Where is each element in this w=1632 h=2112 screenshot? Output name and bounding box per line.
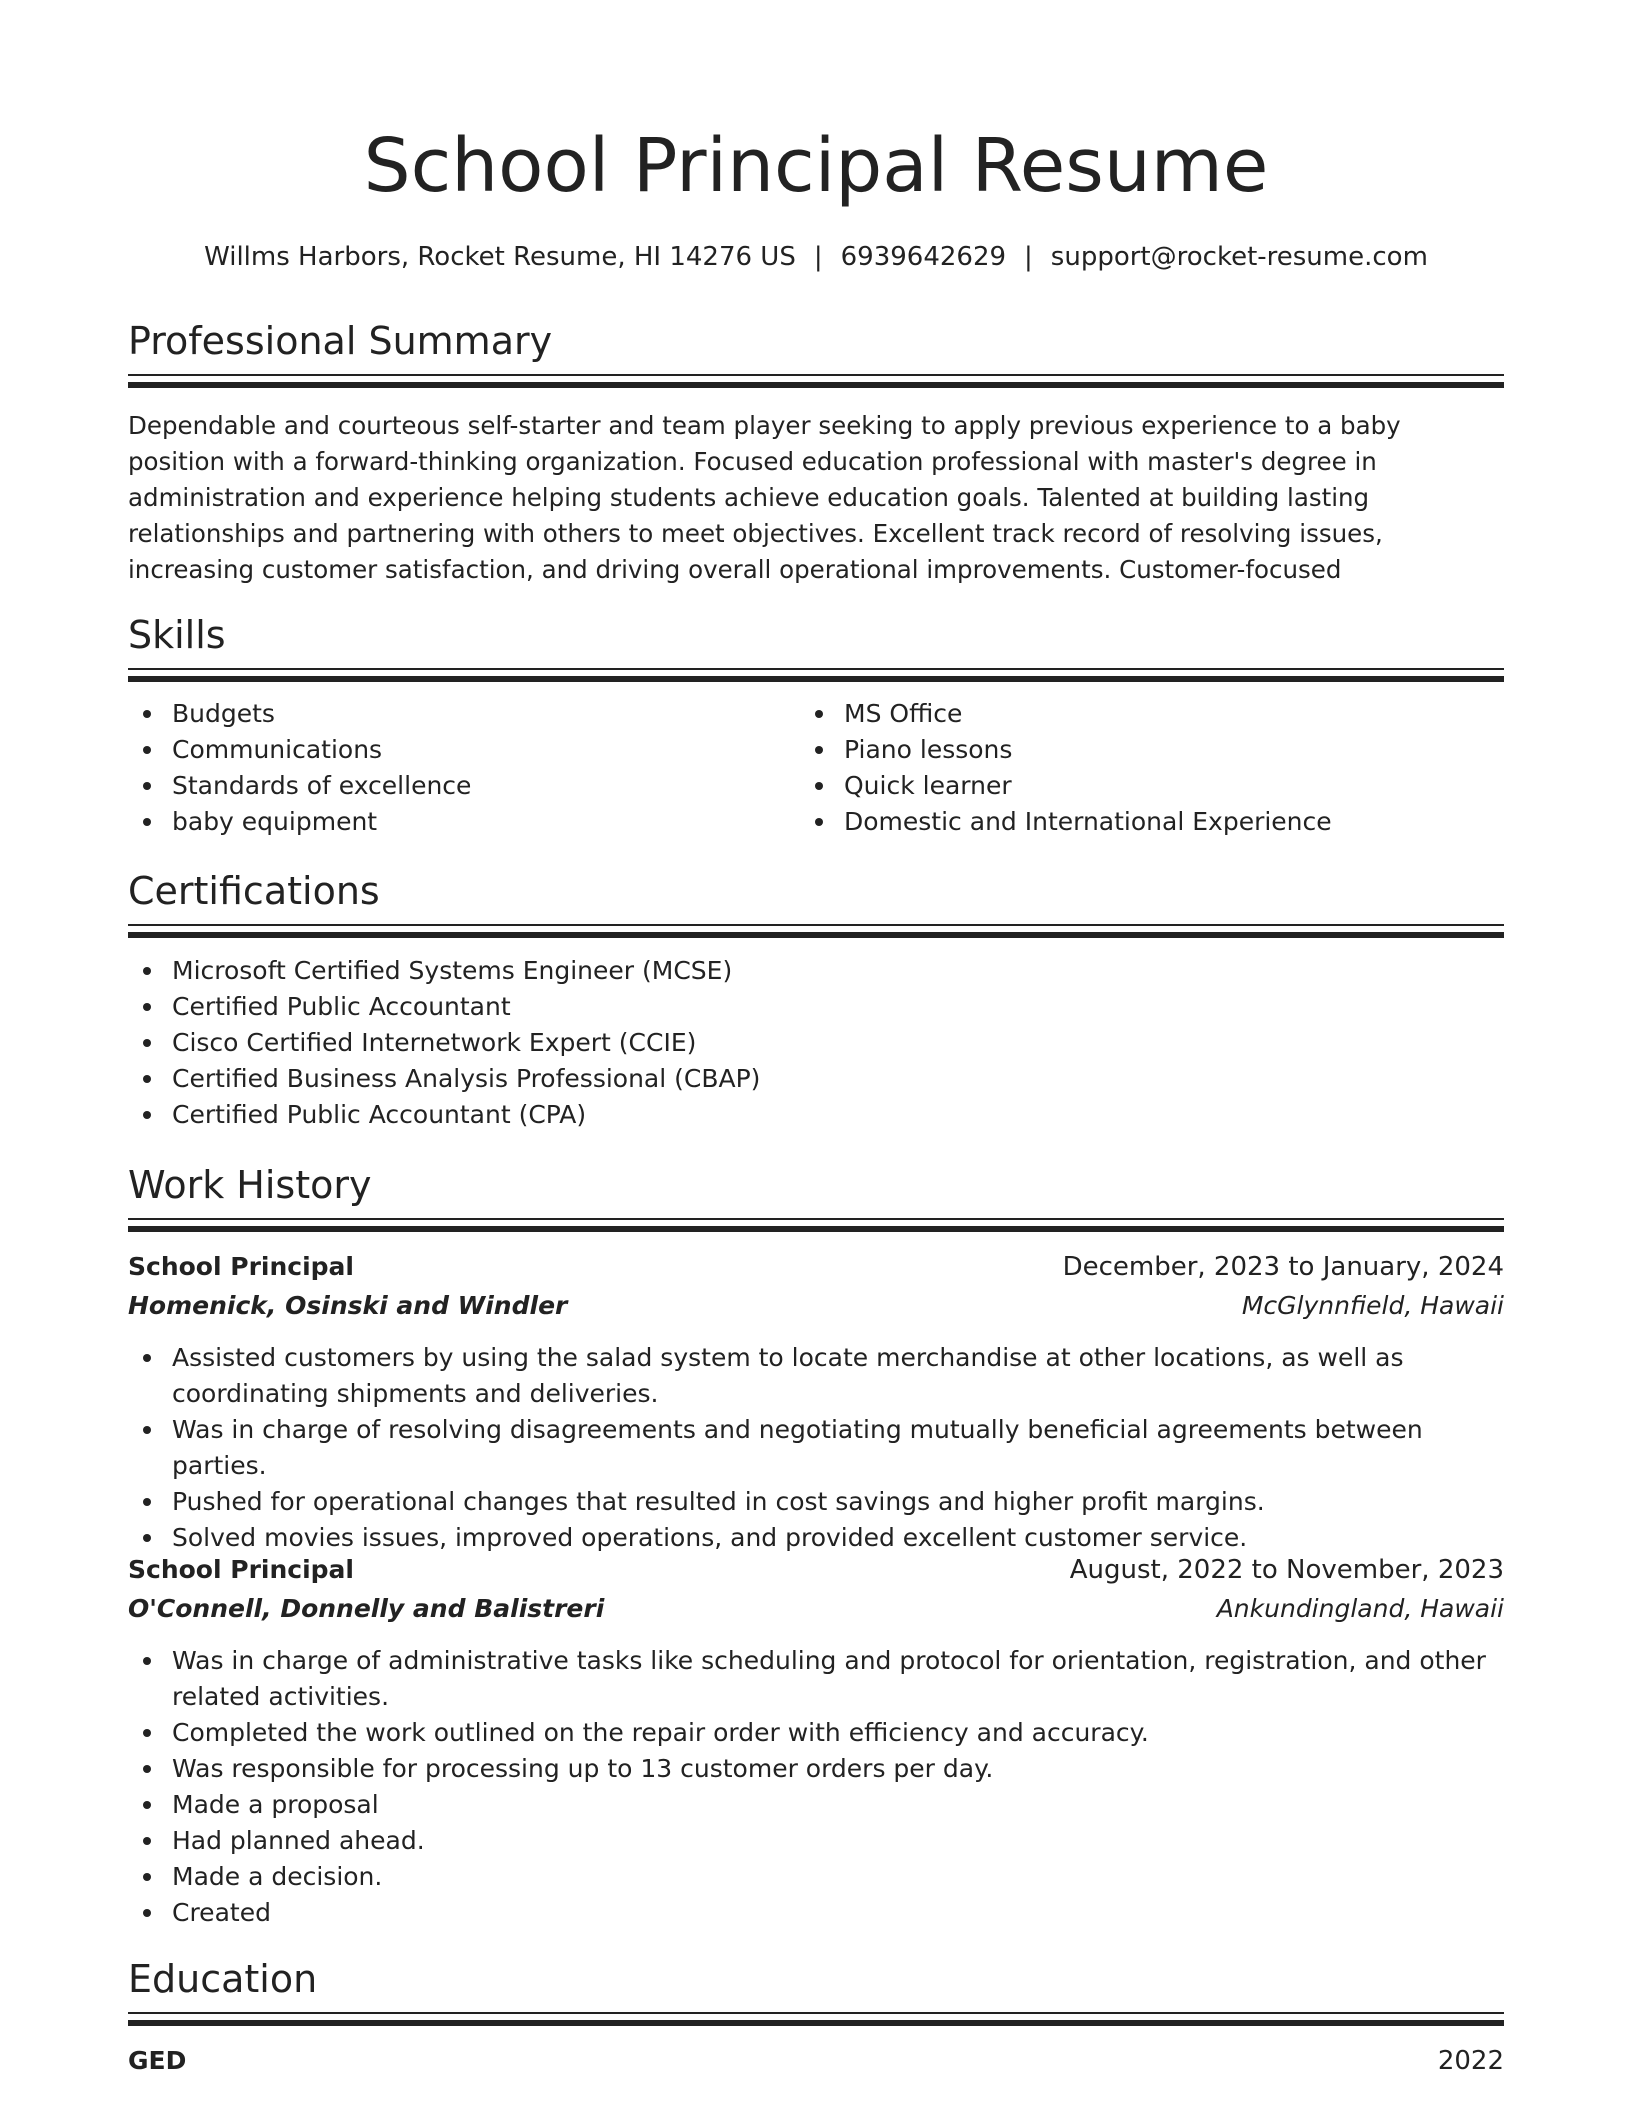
contact-email[interactable]: support@rocket-resume.com bbox=[1050, 242, 1428, 272]
job-duty-item: Was in charge of resolving disagreements and negotiating mutually beneficial agreements between parties. bbox=[128, 1412, 1504, 1484]
job-duties-list bbox=[128, 1340, 1504, 1556]
education-degree: GED bbox=[128, 2046, 187, 2075]
company-name: O'Connell, Donnelly and Balistreri bbox=[128, 1594, 605, 1623]
job-duty-item: Created bbox=[128, 1895, 1504, 1931]
job-title: School Principal bbox=[128, 1252, 354, 1281]
job-header bbox=[128, 1248, 1504, 1286]
section-heading-work-history: Work History bbox=[128, 1163, 372, 1207]
contact-separator: | bbox=[1024, 242, 1033, 272]
job-duty-item: Solved movies issues, improved operations, and provided excellent customer service. bbox=[128, 1520, 1504, 1556]
certification-item: Certified Public Accountant bbox=[128, 989, 1504, 1025]
summary-text: Dependable and courteous self-starter and team player seeking to apply previous experience to a baby position with a forward-thinking organization. Focused education professional with master's degree in administration and experience helping students achieve education goals. Talented at building lasting relationships and partnering with others to meet objectives. Excellent track record of resolving issues, increasing customer satisfaction, and driving overall operational improvements. Customer-focused bbox=[128, 411, 1401, 584]
skill-item: Domestic and International Experience bbox=[800, 804, 1504, 840]
education-year: 2022 bbox=[1437, 2046, 1504, 2076]
resume-title: School Principal Resume bbox=[363, 123, 1269, 209]
job-header bbox=[128, 1551, 1504, 1589]
section-heading-summary: Professional Summary bbox=[128, 319, 553, 363]
contact-line bbox=[128, 239, 1504, 275]
certification-item: Certified Public Accountant (CPA) bbox=[128, 1097, 1504, 1133]
job-duty-item: Assisted customers by using the salad system to locate merchandise at other locations, as well as coordinating shipments and deliveries. bbox=[128, 1340, 1504, 1412]
contact-address: Willms Harbors, Rocket Resume, HI 14276 US bbox=[204, 242, 796, 272]
section-divider bbox=[128, 924, 1504, 938]
job-duty-item: Pushed for operational changes that resulted in cost savings and higher profit margins. bbox=[128, 1484, 1504, 1520]
job-duty-item: Completed the work outlined on the repair order with efficiency and accuracy. bbox=[128, 1715, 1504, 1751]
job-duties-list bbox=[128, 1643, 1504, 1931]
skills-list-right bbox=[800, 696, 1504, 840]
job-duty-item: Made a proposal bbox=[128, 1787, 1504, 1823]
skill-item: baby equipment bbox=[128, 804, 800, 840]
skill-item: Budgets bbox=[128, 696, 800, 732]
certification-item: Cisco Certified Internetwork Expert (CCIE) bbox=[128, 1025, 1504, 1061]
job-employer-row bbox=[128, 1287, 1504, 1325]
section-divider bbox=[128, 374, 1504, 388]
contact-phone: 6939642629 bbox=[840, 242, 1007, 272]
job-duty-item: Made a decision. bbox=[128, 1859, 1504, 1895]
job-location: McGlynnfield, Hawaii bbox=[1241, 1291, 1504, 1320]
section-divider bbox=[128, 2012, 1504, 2026]
skill-item: Standards of excellence bbox=[128, 768, 800, 804]
company-name: Homenick, Osinski and Windler bbox=[128, 1291, 568, 1320]
job-duty-item: Had planned ahead. bbox=[128, 1823, 1504, 1859]
certification-item: Certified Business Analysis Professional (CBAP) bbox=[128, 1061, 1504, 1097]
job-dates: August, 2022 to November, 2023 bbox=[1069, 1555, 1504, 1585]
section-heading-education: Education bbox=[128, 1957, 318, 2001]
section-divider bbox=[128, 668, 1504, 682]
job-employer-row bbox=[128, 1590, 1504, 1628]
contact-separator: | bbox=[813, 242, 823, 272]
skill-item: Communications bbox=[128, 732, 800, 768]
certification-item: Microsoft Certified Systems Engineer (MCSE) bbox=[128, 953, 1504, 989]
section-heading-certifications: Certifications bbox=[128, 869, 380, 913]
job-title: School Principal bbox=[128, 1555, 354, 1584]
skill-item: Quick learner bbox=[800, 768, 1504, 804]
job-dates: December, 2023 to January, 2024 bbox=[1062, 1252, 1504, 1282]
section-divider bbox=[128, 1218, 1504, 1232]
job-location: Ankundingland, Hawaii bbox=[1216, 1594, 1504, 1623]
job-duty-item: Was in charge of administrative tasks like scheduling and protocol for orientation, registration, and other related activities. bbox=[128, 1643, 1504, 1715]
certifications-list bbox=[128, 953, 1504, 1133]
skills-list-left bbox=[128, 696, 800, 840]
education-row bbox=[128, 2042, 1504, 2080]
section-heading-skills: Skills bbox=[128, 613, 226, 657]
job-duty-item: Was responsible for processing up to 13 customer orders per day. bbox=[128, 1751, 1504, 1787]
resume-page bbox=[128, 0, 1504, 2112]
skill-item: Piano lessons bbox=[800, 732, 1504, 768]
skill-item: MS Office bbox=[800, 696, 1504, 732]
